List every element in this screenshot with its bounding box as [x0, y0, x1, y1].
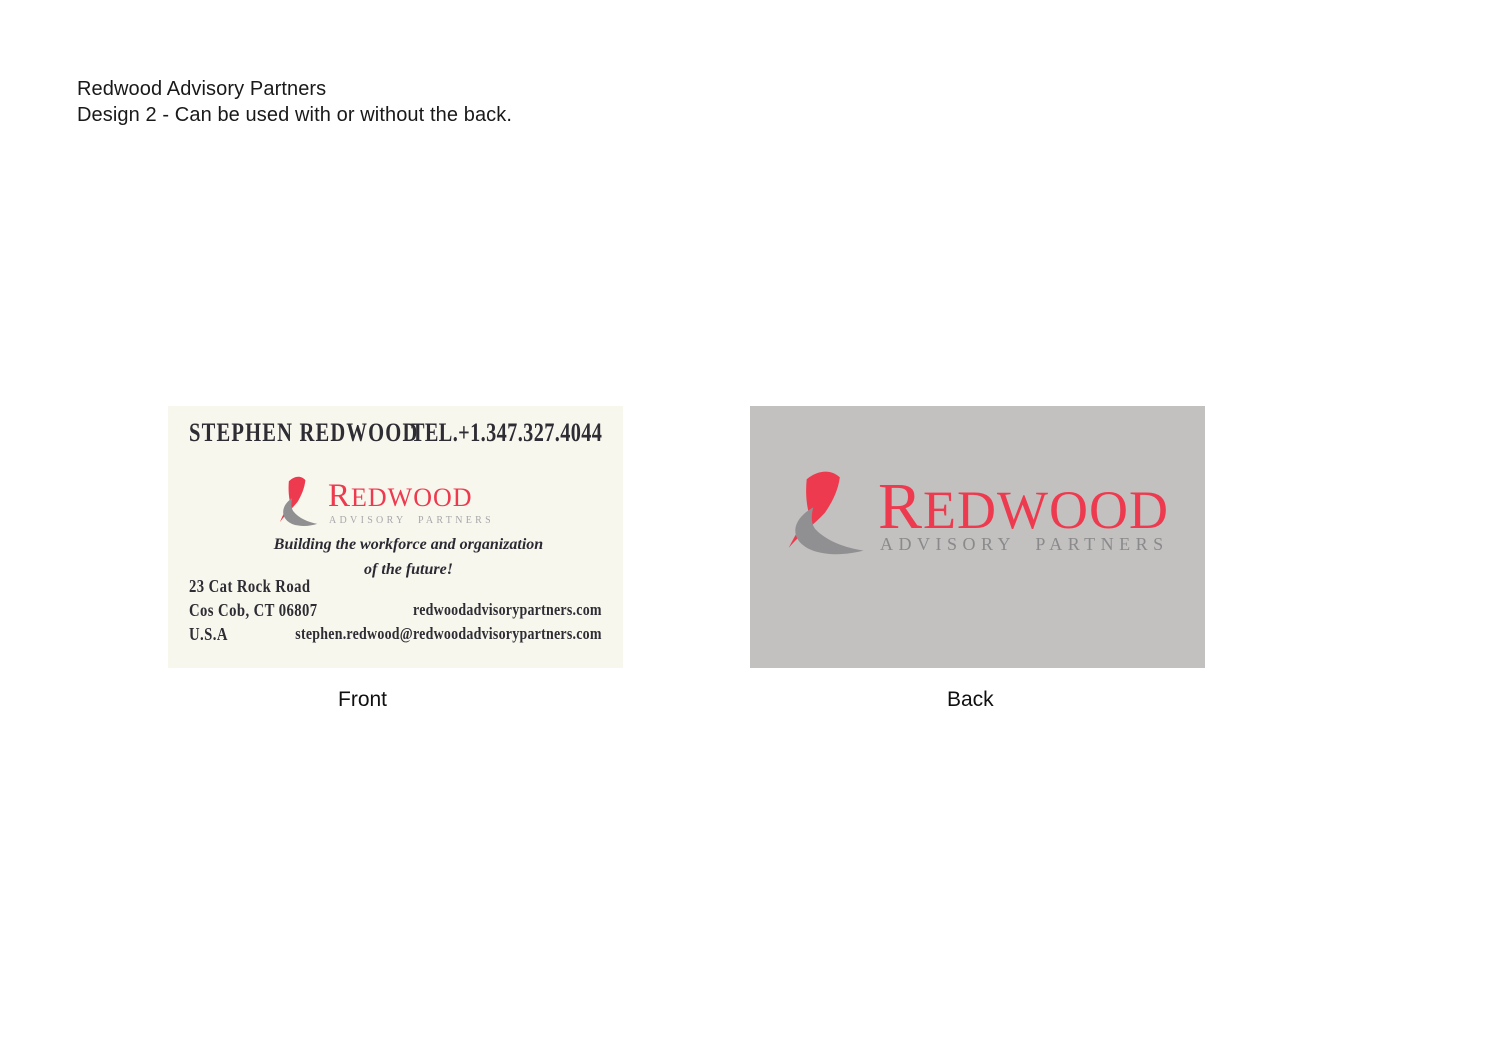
wordmark-initial: R	[328, 478, 352, 514]
card-back-label: Back	[947, 688, 994, 711]
redwood-logo-icon	[783, 467, 873, 561]
address-line: 23 Cat Rock Road	[189, 576, 311, 596]
wordmark-rest: EDWOOD	[923, 480, 1169, 540]
page-title: Redwood Advisory Partners	[77, 78, 327, 100]
phone-number: TEL.+1.347.327.4044	[410, 418, 602, 447]
design-note: Design 2 - Can be used with or without the back.	[77, 104, 513, 126]
tagline-line1: Building the workforce and organization	[273, 536, 544, 553]
redwood-logo-icon	[277, 474, 322, 530]
wordmark-initial: R	[878, 470, 924, 543]
tagline-line2: of the future!	[364, 561, 453, 578]
logo-wordmark	[328, 480, 473, 513]
email-address: stephen.redwood@redwoodadvisorypartners.com	[295, 624, 602, 643]
page-header	[77, 76, 512, 128]
contact-name: STEPHEN REDWOOD	[189, 418, 419, 447]
logo-wordmark	[878, 470, 1169, 543]
contact-urls	[296, 598, 602, 646]
business-card-front	[168, 406, 623, 668]
logo-subtitle: ADVISORY PARTNERS	[329, 515, 494, 526]
address-line: U.S.A	[189, 624, 228, 644]
business-card-back	[750, 406, 1205, 668]
card-front-label: Front	[338, 688, 388, 711]
address-line: Cos Cob, CT 06807	[189, 600, 318, 620]
logo-subtitle: ADVISORY PARTNERS	[880, 534, 1169, 554]
website-url: redwoodadvisorypartners.com	[413, 600, 602, 619]
wordmark-rest: EDWOOD	[351, 483, 473, 512]
